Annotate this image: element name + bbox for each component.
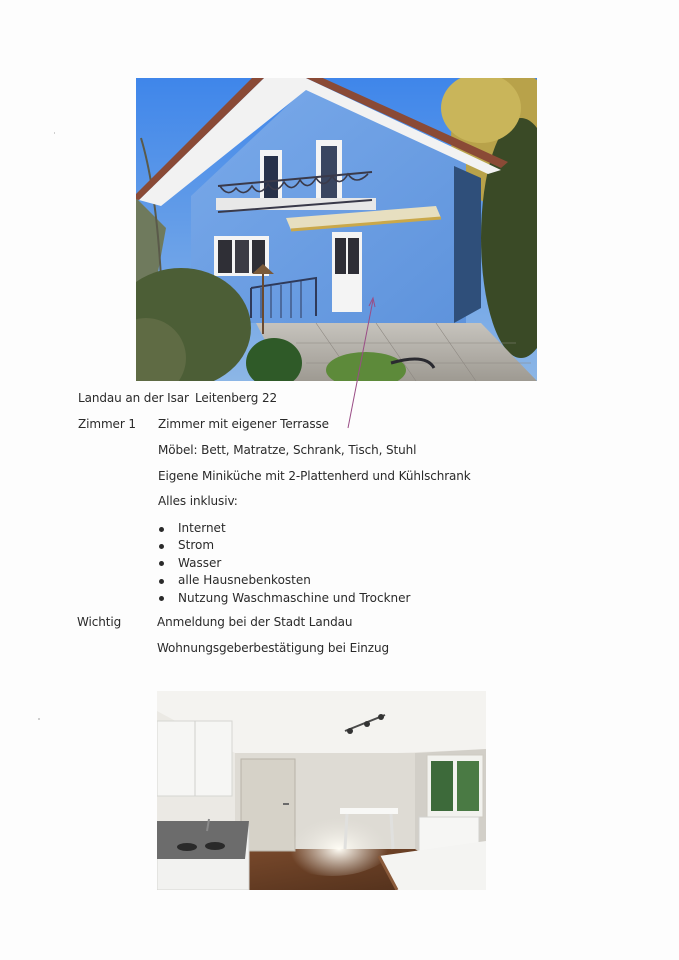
house-exterior-photo [136, 78, 537, 381]
room-description: Zimmer mit eigener Terrasse [158, 417, 329, 431]
important-item-confirmation: Wohnungsgeberbestätigung bei Einzug [157, 641, 390, 655]
list-item: alle Hausnebenkosten [158, 572, 410, 589]
kitchen-description: Eigene Miniküche mit 2-Plattenherd und Kühlschrank [158, 469, 471, 483]
street-address: Leitenberg 22 [195, 391, 278, 405]
bullet-icon [159, 561, 164, 566]
included-list [158, 520, 410, 607]
scan-speck [54, 132, 55, 134]
room-interior-photo [157, 691, 486, 890]
location-label: Landau an der Isar [78, 391, 189, 405]
included-heading: Alles inklusiv: [158, 494, 238, 508]
bullet-icon [159, 527, 164, 532]
list-item: Strom [158, 537, 410, 554]
list-item: Internet [158, 520, 410, 537]
bullet-icon [159, 579, 164, 584]
bullet-icon [159, 544, 164, 549]
important-label: Wichtig [77, 615, 122, 629]
furniture-list: Möbel: Bett, Matratze, Schrank, Tisch, Stuhl [158, 443, 417, 457]
scan-speck [38, 718, 40, 720]
room-label: Zimmer 1 [78, 417, 136, 431]
list-item: Wasser [158, 555, 410, 572]
important-item-registration: Anmeldung bei der Stadt Landau [157, 615, 353, 629]
list-item: Nutzung Waschmaschine und Trockner [158, 590, 410, 607]
bullet-icon [159, 596, 164, 601]
